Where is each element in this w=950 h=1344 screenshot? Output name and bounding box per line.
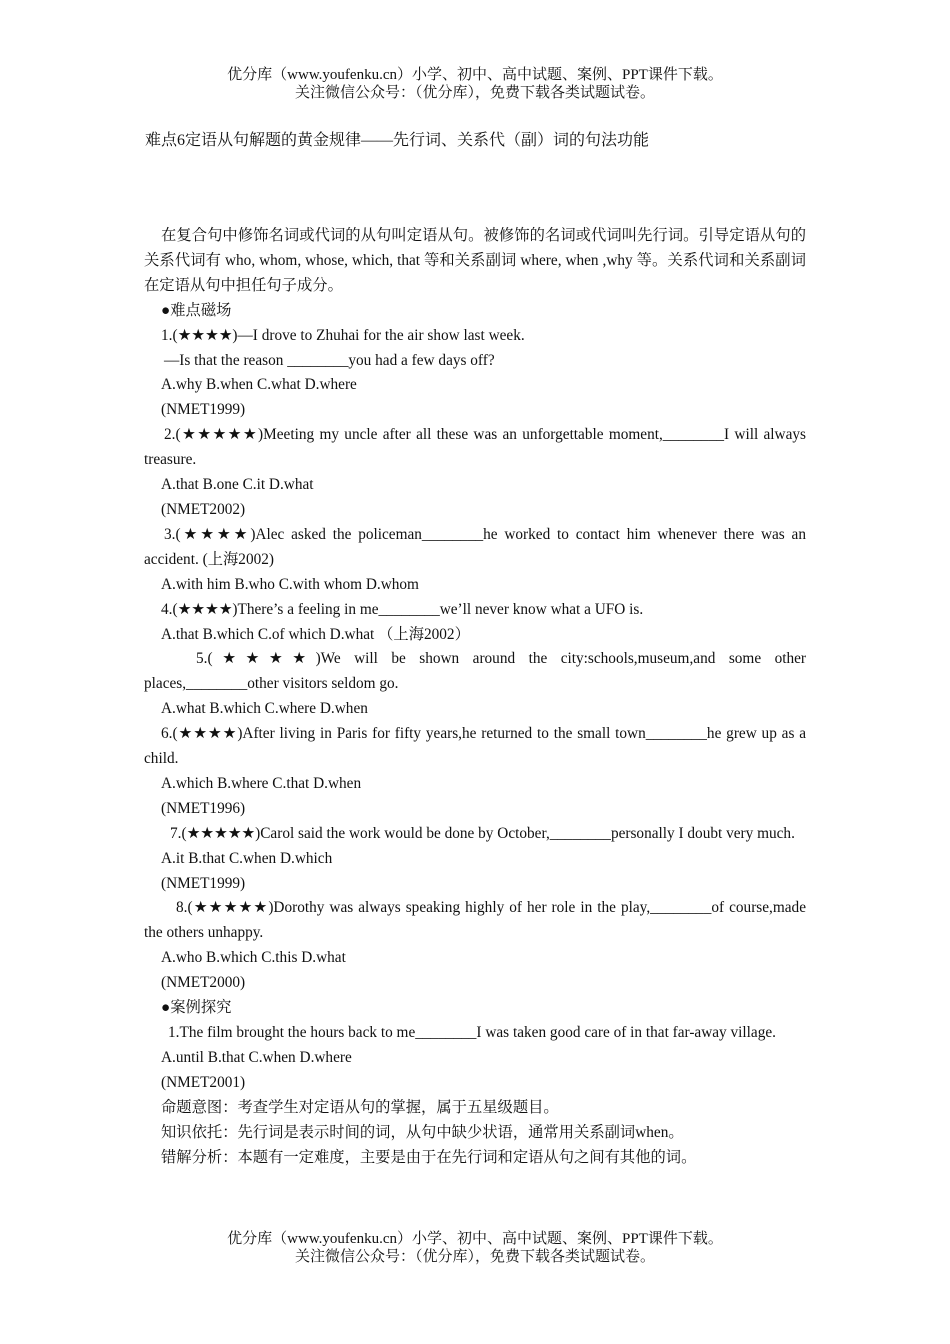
section-heading-case-study: ●案例探究 xyxy=(161,999,232,1017)
q6-options: A.which B.where C.that D.when xyxy=(161,774,362,792)
q6-text: 6.(★★★★)After living in Paris for fifty years,he returned to the small town________he grew up as a child. xyxy=(144,725,806,768)
header-line-1: 优分库（www.youfenku.cn）小学、初中、高中试题、案例、PPT课件下载。 xyxy=(227,67,723,83)
q7-source: (NMET1999) xyxy=(161,874,246,892)
q2-options: A.that B.one C.it D.what xyxy=(161,476,314,494)
q4-text: 4.(★★★★)There’s a feeling in me________we’ll never know what a UFO is. xyxy=(161,600,644,618)
page-header xyxy=(0,66,950,102)
document-body xyxy=(144,224,806,1170)
q8-text: 8.(★★★★★)Dorothy was always speaking highly of her role in the play,________of course,made the others unhappy. xyxy=(144,899,806,942)
case1-source: (NMET2001) xyxy=(161,1073,246,1091)
header-line-2: 关注微信公众号：（优分库），免费下载各类试题试卷。 xyxy=(294,85,655,101)
footer-line-1: 优分库（www.youfenku.cn）小学、初中、高中试题、案例、PPT课件下载。 xyxy=(227,1231,723,1247)
case1-basis: 知识依托：先行词是表示时间的词，从句中缺少状语，通常用关系副词when。 xyxy=(161,1123,684,1141)
q1-line1: 1.(★★★★)—I drove to Zhuhai for the air show last week. xyxy=(161,326,525,344)
q6-source: (NMET1996) xyxy=(161,799,246,817)
case1-intent: 命题意图：考查学生对定语从句的掌握，属于五星级题目。 xyxy=(161,1098,559,1116)
q5-options: A.what B.which C.where D.when xyxy=(161,700,368,718)
footer-line-2: 关注微信公众号：（优分库），免费下载各类试题试卷。 xyxy=(294,1249,655,1265)
q8-options: A.who B.which C.this D.what xyxy=(161,949,346,967)
q7-text: 7.(★★★★★)Carol said the work would be done by October,________personally I doubt very much. xyxy=(170,824,795,842)
q2-text: 2.(★★★★★)Meeting my uncle after all these was an unforgettable moment,________I will always treasure. xyxy=(144,426,806,469)
section-heading-difficulty: ●难点磁场 xyxy=(161,301,232,319)
q1-source: (NMET1999) xyxy=(161,401,246,419)
q5-text: 5.(★★★★)We will be shown around the city:schools,museum,and some other places,________other visitors seldom go. xyxy=(144,650,806,693)
case1-error-analysis: 错解分析：本题有一定难度，主要是由于在先行词和定语从句之间有其他的词。 xyxy=(161,1148,697,1166)
q8-source: (NMET2000) xyxy=(161,974,246,992)
q4-options: A.that B.which C.of which D.what （上海2002） xyxy=(161,625,470,643)
q2-source: (NMET2002) xyxy=(161,500,246,518)
q7-options: A.it B.that C.when D.which xyxy=(161,849,333,867)
intro-paragraph: 在复合句中修饰名词或代词的从句叫定语从句。被修饰的名词或代词叫先行词。引导定语从句的关系代词有 who, whom, whose, which, that 等和关系副词 where, when ,why 等。关系代词和关系副词在定语从句中担任句子成分。 xyxy=(144,227,806,294)
q3-text: 3.(★★★★)Alec asked the policeman________he worked to contact him whenever there was an accident. (上海2002) xyxy=(144,525,806,568)
q3-options: A.with him B.who C.with whom D.whom xyxy=(161,575,419,593)
page-footer xyxy=(0,1230,950,1266)
q1-line2: —Is that the reason ________you had a few days off? xyxy=(164,351,495,369)
q1-options: A.why B.when C.what D.where xyxy=(161,376,357,394)
case1-text: 1.The film brought the hours back to me________I was taken good care of in that far-away village. xyxy=(168,1024,776,1041)
case1-options: A.until B.that C.when D.where xyxy=(161,1048,352,1066)
document-title: 难点6定语从句解题的黄金规律——先行词、关系代（副）词的句法功能 xyxy=(145,132,650,149)
